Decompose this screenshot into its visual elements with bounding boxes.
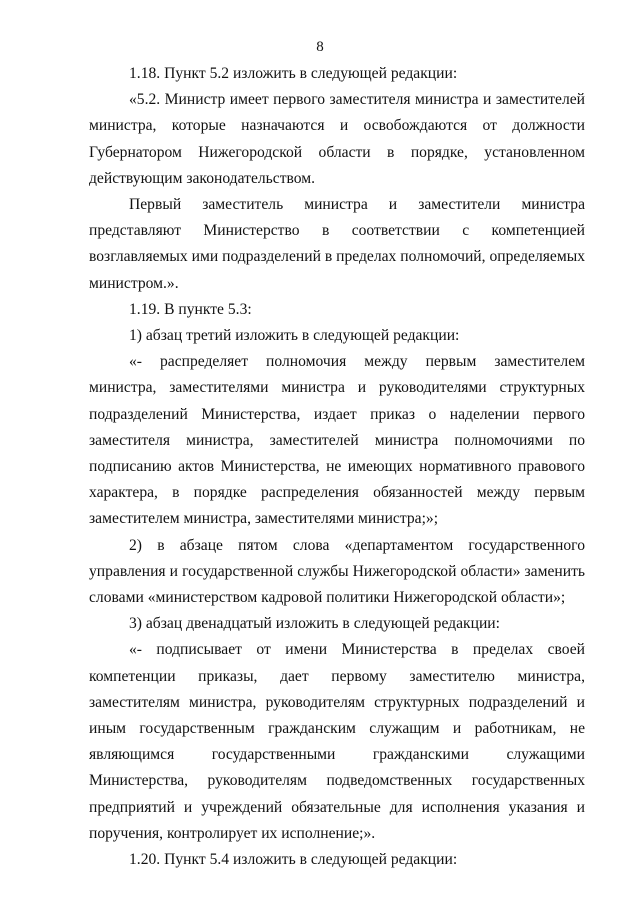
paragraph-quote-distributes: «- распределяет полномочия между первым заместителем министра, заместителями министра и руководителями структурных подразделений Министерства, издает приказ о наделении первого заместителя министра, заместителей министра полномочиями по подписанию актов Министерства, не имеющих нормативного правового характера, в порядке распределения обязанностей между первым заместителем министра, заместителями министра;»; (89, 353, 585, 528)
paragraph-1-20: 1.20. Пункт 5.4 изложить в следующей редакции: (129, 851, 458, 869)
paragraph-first-deputy: Первый заместитель министра и заместители министра представляют Министерство в соответствии с компетенцией возглавляемых ими подразделений в пределах полномочий, определяемых министром.». (89, 196, 585, 292)
paragraph-item-3: 3) абзац двенадцатый изложить в следующей редакции: (129, 615, 500, 633)
page-number: 8 (316, 39, 324, 55)
paragraph-item-1: 1) абзац третий изложить в следующей редакции: (129, 327, 460, 345)
paragraph-1-19: 1.19. В пункте 5.3: (129, 300, 252, 318)
paragraph-quote-5-2: «5.2. Министр имеет первого заместителя министра и заместителей министра, которые назначаются и освобождаются от должности Губернатором Нижегородской области в порядке, установленном действующим законодательством. (89, 91, 585, 187)
paragraph-quote-signs: «- подписывает от имени Министерства в пределах своей компетенции приказы, дает первому заместителю министра, заместителям министра, руководителям структурных подразделений и иным государственным гражданским служащим и работникам, не являющимся государственными гражданскими служащими Министерства, руководителям подведомственных государственных предприятий и учреждений обязательные для исполнения указания и поручения, контролирует их исполнение;». (89, 641, 585, 842)
document-body (89, 61, 585, 873)
paragraph-item-2: 2) в абзаце пятом слова «департаментом государственного управления и государственной службы Нижегородской области» заменить словами «министерством кадровой политики Нижегородской области»; (89, 536, 585, 607)
paragraph-1-18: 1.18. Пункт 5.2 изложить в следующей редакции: (129, 65, 458, 82)
